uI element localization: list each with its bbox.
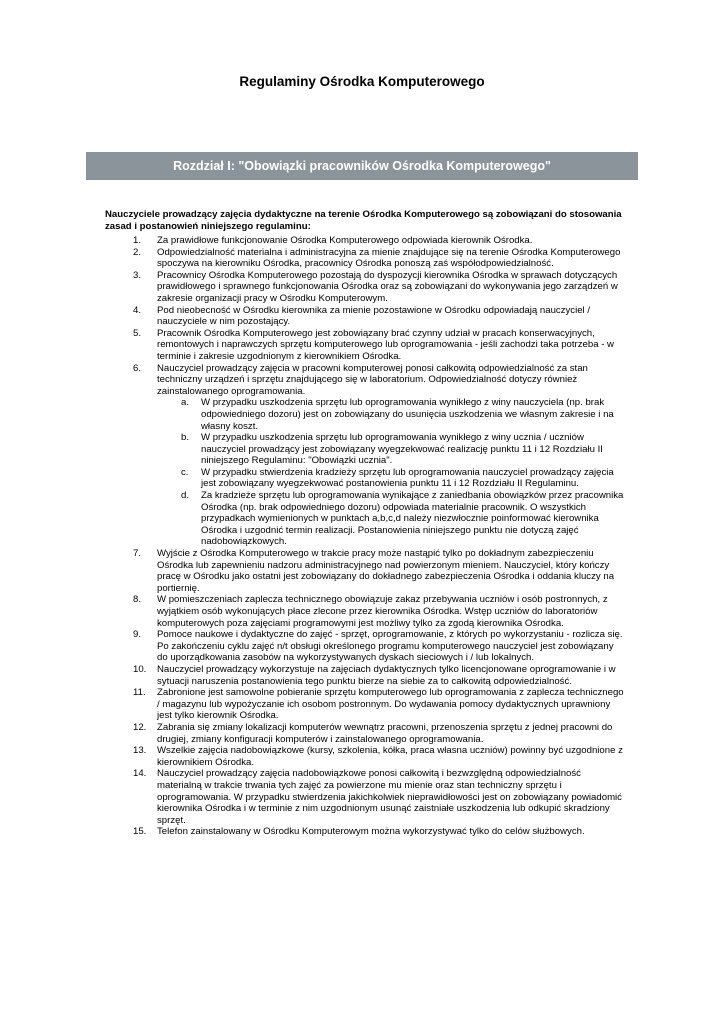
rule-text: Wszelkie zajęcia nadobowiązkowe (kursy, szkolenia, kółka, praca własna uczniów) powinny być uzgodnione z kierownikiem Ośrodka. [157, 745, 623, 768]
rule-number: 11. [133, 687, 146, 699]
rule-item [105, 722, 625, 745]
chapter-heading: Rozdział I: "Obowiązki pracowników Ośrodka Komputerowego" [173, 159, 551, 173]
rule-number: 5. [133, 327, 142, 339]
sub-rule-text: W przypadku stwierdzenia kradzieży sprzętu lub oprogramowania nauczyciel prowadzący zajęcia jest zobowiązany wyegzekwować postanowienia punktu 11 i 12 Rozdziału II Regulaminu. [201, 466, 614, 490]
rule-item [105, 247, 625, 270]
intro-paragraph: Nauczyciele prowadzący zajęcia dydaktyczne na terenie Ośrodka Komputerowego są zobowiązani do stosowania zasad i postanowień niniejszego regulaminu: [105, 209, 622, 232]
rules-list [105, 235, 625, 838]
sub-rule-item [157, 397, 625, 432]
rule-text: Pracownik Ośrodka Komputerowego jest zobowiązany brać czynny udział w pracach konserwacyjnych, remontowych i naprawczych sprzętu komputerowego lub oprogramowania - jeśli zachodzi taka potrzeba - w terminie i zakresie uzgodnionym z kierownikiem Ośrodka. [157, 327, 614, 362]
rule-number: 4. [133, 304, 142, 316]
sub-rule-text: Za kradzieże sprzętu lub oprogramowania wynikające z zaniedbania obowiązków przez pracownika Ośrodka (np. brak odpowiedniego dozoru) odpowiada materialnie pracownik. O wszystkich przypadkach wymienionych w punktach a,b,c,d należy niezwłocznie poinformować kierownika Ośrodka i uzgodnić termin realizacji. Postanowienia niniejszego punktu nie dotyczą zajęć nadobowiązkowych. [201, 490, 624, 548]
rule-number: 6. [133, 362, 142, 374]
rule-text: Za prawidłowe funkcjonowanie Ośrodka Komputerowego odpowiada kierownik Ośrodka. [157, 235, 533, 246]
rule-item [105, 687, 625, 722]
rule-number: 2. [133, 246, 142, 258]
rule-number: 7. [133, 548, 142, 560]
rule-text: Wyjście z Ośrodka Komputerowego w trakcie pracy może nastąpić tylko po dokładnym zabezpieczeniu Ośrodka lub zapewnieniu nadzoru administracyjnego nad powierzonym mieniem. Nauczyciel, który kończy pracę w Ośrodku jako ostatni jest zobowiązany do dokładnego zabezpieczenia Ośrodka i oddania kluczy na portiernię. [157, 548, 615, 594]
rule-number: 8. [133, 594, 142, 606]
rule-item [105, 768, 625, 826]
rule-item [105, 826, 625, 838]
rule-text: Odpowiedzialność materialna i administracyjna za mienie znajdujące się na terenie Ośrodka Komputerowego spoczywa na kierowniku Ośrodka, pracownicy Ośrodka ponoszą zaś współodpowiedzialność. [157, 246, 621, 270]
rule-item [105, 235, 625, 247]
sub-rule-item [157, 490, 625, 548]
rule-number: 12. [133, 721, 147, 733]
rule-number: 3. [133, 269, 142, 281]
chapter-banner [86, 152, 638, 180]
sub-rule-item [157, 432, 625, 467]
rule-text: Zabronione jest samowolne pobieranie sprzętu komputerowego lub oprogramowania z zaplecza technicznego / magazynu lub wypożyczanie ich osobom postronnym. Do wydawania pomocy dydaktycznych uprawniony jest tylko kierownik Ośrodka. [157, 687, 624, 722]
rule-item [105, 270, 625, 305]
rule-number: 15. [133, 826, 147, 838]
rule-number: 1. [133, 235, 142, 246]
rule-text: Pomoce naukowe i dydaktyczne do zajęć - sprzęt, oprogramowanie, z których po wykorzystaniu - rozlicza się. Po zakończeniu cyklu zajęć n/t obsługi określonego programu komputerowego nauczyciel jest zobowiązany do uporządkowania zasobów na wykorzystywanych dyskach sieciowych i / lub lokalnych. [157, 629, 623, 664]
sub-rule-letter: a. [181, 397, 190, 409]
rule-item [105, 745, 625, 768]
rule-item [105, 548, 625, 594]
sub-rule-text: W przypadku uszkodzenia sprzętu lub oprogramowania wynikłego z winy nauczyciela (np. brak odpowiedniego dozoru) jest on zobowiązany do usunięcia uszkodzenia we własnym zakresie i na własny koszt. [201, 397, 614, 432]
sub-rules-list [157, 397, 625, 548]
rule-item [105, 664, 625, 687]
rule-number: 14. [133, 768, 147, 780]
rule-text: Pod nieobecność w Ośrodku kierownika za mienie pozostawione w Ośrodku odpowiadają nauczyciel / nauczyciele w nim pozostający. [157, 304, 591, 328]
rule-text: Pracownicy Ośrodka Komputerowego pozostają do dyspozycji kierownika Ośrodka w sprawach dotyczących prawidłowego i sprawnego funkcjonowania Ośrodka oraz są zobowiązani do wykonywania jego zarządzeń w zakresie organizacji pracy w Ośrodku Komputerowym. [157, 269, 618, 304]
rule-item [105, 594, 625, 629]
document-title: Regulaminy Ośrodka Komputerowego [239, 74, 485, 89]
rule-text: Telefon zainstalowany w Ośrodku Komputerowym można wykorzystywać tylko do celów służbowych. [157, 826, 585, 838]
sub-rule-letter: d. [181, 490, 190, 502]
rule-item [105, 363, 625, 549]
rule-number: 10. [133, 663, 147, 675]
sub-rule-item [157, 467, 625, 490]
rule-text: Nauczyciel prowadzący wykorzystuje na zajęciach dydaktycznych tylko licencjonowane oprogramowanie i w sytuacji naruszenia postanowienia tego punktu bierze na siebie za to całkowitą odpowiedzialność. [157, 663, 616, 687]
rule-item [105, 305, 625, 328]
rule-text: Nauczyciel prowadzący zajęcia nadobowiązkowe ponosi całkowitą i bezwzględną odpowiedzialność materialną w trakcie trwania tych zajęć za powierzone mu mienie oraz stan techniczny sprzętu i oprogramowania. W przypadku stwierdzenia jakichkolwiek nieprawidłowości jest on zobowiązany powiadomić kierownika Ośrodka i w terminie z nim uzgodnionym usunąć zaistniałe uszkodzenia lub odkupić skradziony sprzęt. [157, 768, 622, 826]
rule-item [105, 328, 625, 363]
rule-number: 13. [133, 745, 147, 757]
rule-item [105, 629, 625, 664]
sub-rule-letter: b. [181, 432, 190, 444]
sub-rule-letter: c. [181, 466, 189, 478]
rule-text: Zabrania się zmiany lokalizacji komputerów wewnątrz pracowni, przenoszenia sprzętu z jednej pracowni do drugiej, zmiany konfiguracji komputerów i zainstalowanego oprogramowania. [157, 721, 613, 745]
rule-text: W pomieszczeniach zaplecza technicznego obowiązuje zakaz przebywania uczniów i osób postronnych, z wyjątkiem osób wykonujących płace zlecone przez kierownika Ośrodka. Wstęp uczniów do laboratoriów komputerowych poza zajęciami programowymi jest możliwy tylko za zgodą kierownika Ośrodka. [157, 594, 608, 629]
sub-rule-text: W przypadku uszkodzenia sprzętu lub oprogramowania wynikłego z winy ucznia / uczniów nauczyciel prowadzący jest zobowiązany wyegzekwować realizację punktu 11 i 12 Rozdziału II niniejszego Regulaminu: "Obowiązki ucznia". [201, 432, 603, 467]
rule-number: 9. [133, 629, 142, 641]
rule-text: Nauczyciel prowadzący zajęcia w pracowni komputerowej ponosi całkowitą odpowiedzialność za stan techniczny urządzeń i sprzętu znajdującego się w laboratorium. Odpowiedzialność dotyczy również zainstalowanego oprogramowania. [157, 362, 588, 397]
